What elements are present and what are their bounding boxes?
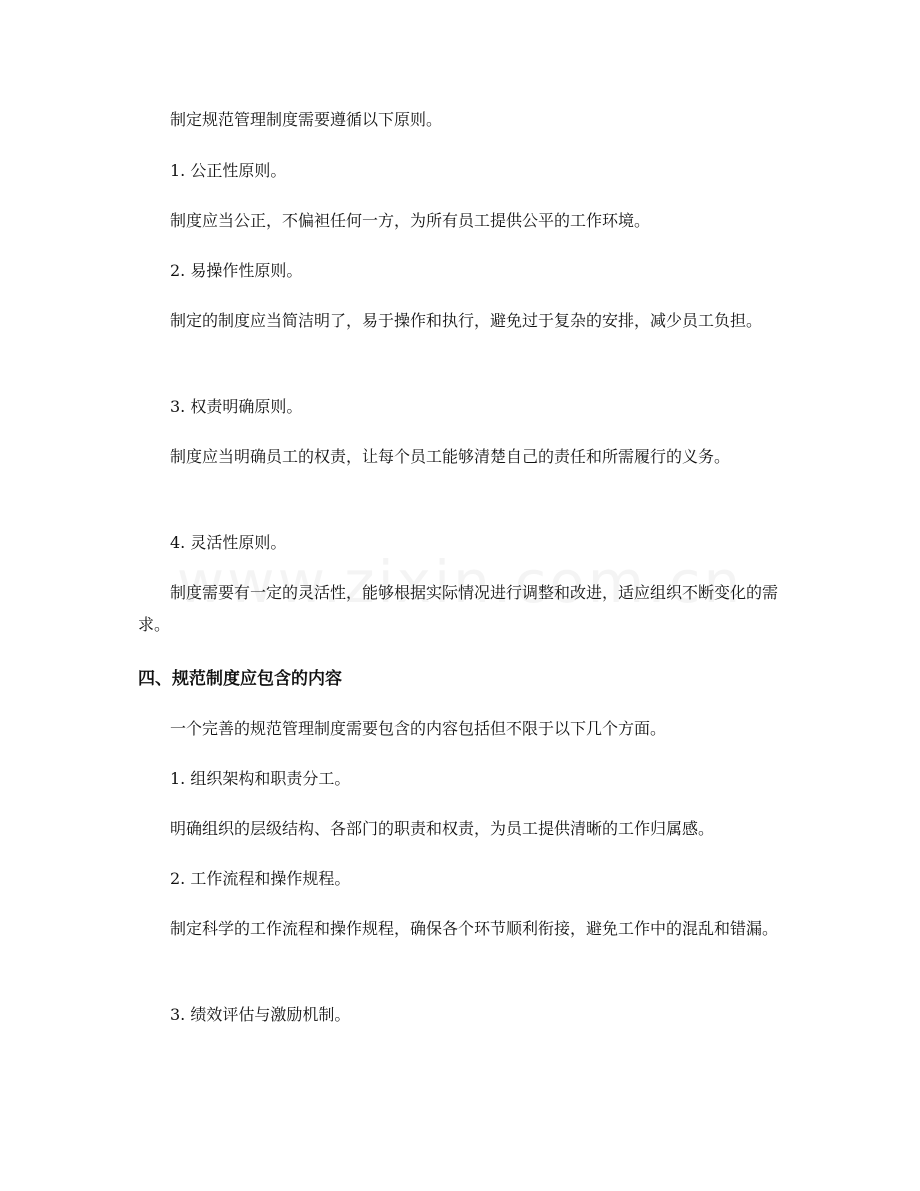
content-1-text: 明确组织的层级结构、各部门的职责和权责，为员工提供清晰的工作归属感。 <box>170 819 715 838</box>
content-3-title: 3. 绩效评估与激励机制。 <box>170 1005 351 1024</box>
section-heading: 四、规范制度应包含的内容 <box>138 669 342 689</box>
principle-2-title: 2. 易操作性原则。 <box>170 261 303 280</box>
section-intro-paragraph: 一个完善的规范管理制度需要包含的内容包括但不限于以下几个方面。 <box>170 719 667 738</box>
content-2-text: 制定科学的工作流程和操作规程，确保各个环节顺利衔接，避免工作中的混乱和错漏。 <box>170 919 779 938</box>
principle-4-text: 制度需要有一定的灵活性，能够根据实际情况进行调整和改进，适应组织不断变化的需求。 <box>138 583 779 634</box>
principle-1-title: 1. 公正性原则。 <box>170 161 287 180</box>
principle-4-title: 4. 灵活性原则。 <box>170 533 287 552</box>
intro-paragraph: 制定规范管理制度需要遵循以下原则。 <box>170 110 443 129</box>
principle-2-text: 制定的制度应当简洁明了，易于操作和执行，避免过于复杂的安排，减少员工负担。 <box>170 311 763 330</box>
principle-1-text: 制度应当公正，不偏袒任何一方，为所有员工提供公平的工作环境。 <box>170 211 651 230</box>
principle-3-text: 制度应当明确员工的权责，让每个员工能够清楚自己的责任和所需履行的义务。 <box>170 447 731 466</box>
content-1-title: 1. 组织架构和职责分工。 <box>170 769 351 788</box>
principle-3-title: 3. 权责明确原则。 <box>170 397 303 416</box>
content-2-title: 2. 工作流程和操作规程。 <box>170 869 351 888</box>
